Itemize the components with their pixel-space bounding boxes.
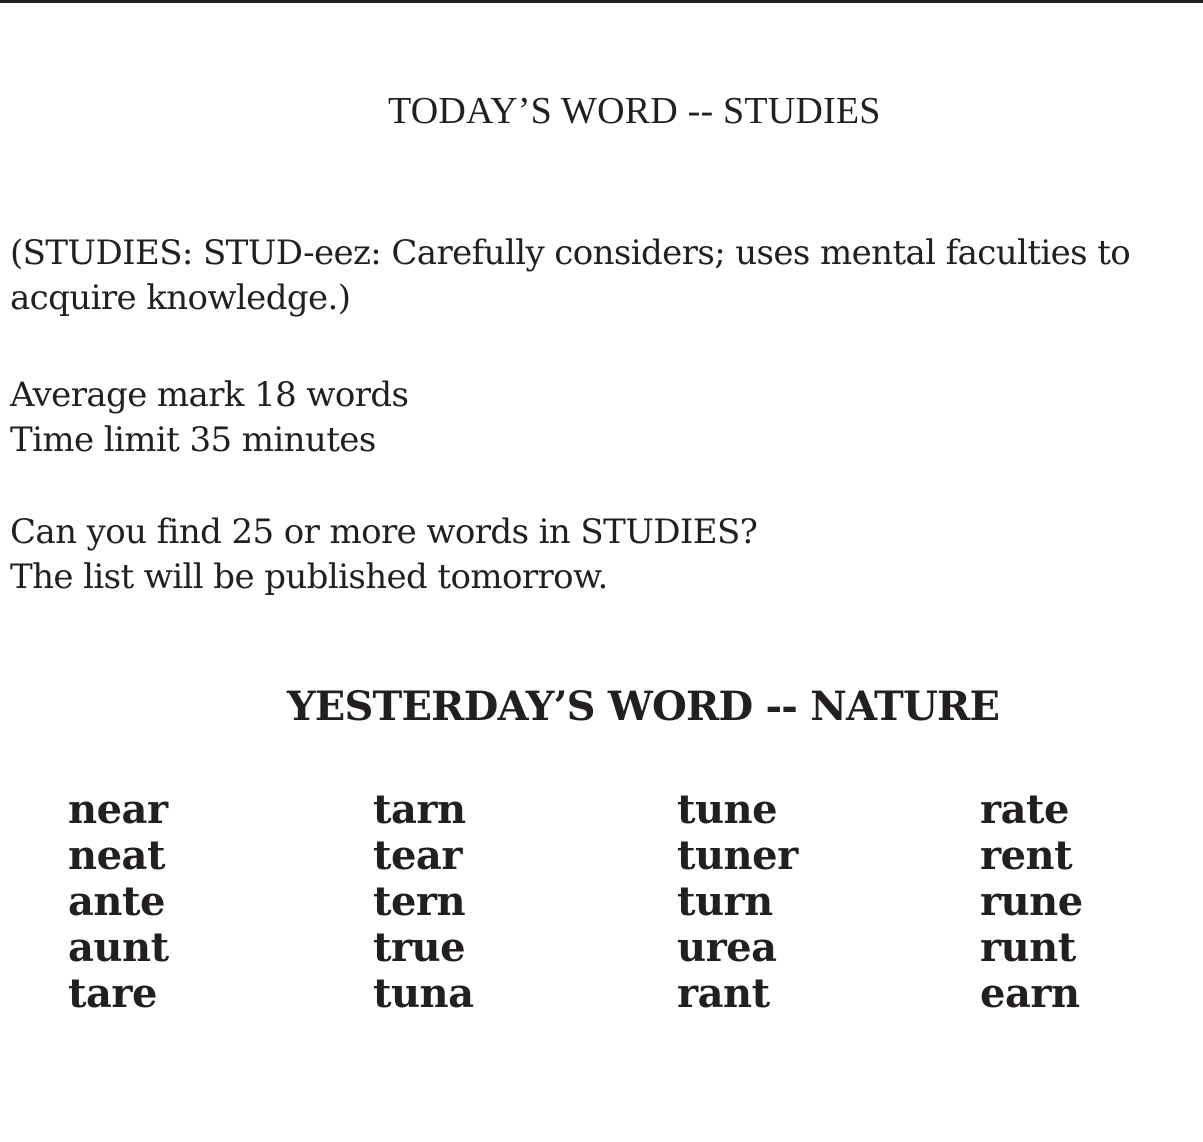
word-column-4 xyxy=(980,787,1180,1017)
puzzle-stats xyxy=(10,373,408,463)
word-item: earn xyxy=(980,970,1080,1017)
word-definition: (STUDIES: STUD-eez: Carefully considers; uses mental faculties to acquire knowledge.) xyxy=(10,233,1131,318)
today-word-title: TODAY’S WORD -- STUDIES xyxy=(388,90,881,132)
word-item: tuner xyxy=(677,832,798,879)
word-item: neat xyxy=(68,832,165,879)
word-item: near xyxy=(68,786,168,833)
word-item: aunt xyxy=(68,924,169,971)
word-item: tear xyxy=(373,832,462,879)
word-item: rune xyxy=(980,878,1083,925)
yesterday-word-title: YESTERDAY’S WORD -- NATURE xyxy=(287,683,1000,730)
word-item: ante xyxy=(68,878,165,925)
word-item: runt xyxy=(980,924,1076,971)
word-item: rate xyxy=(980,786,1069,833)
top-rule xyxy=(0,0,1203,3)
word-item: tuna xyxy=(373,970,474,1017)
time-limit: Time limit 35 minutes xyxy=(10,420,376,460)
word-column-3 xyxy=(677,787,980,1017)
word-item: rent xyxy=(980,832,1073,879)
word-item: tarn xyxy=(373,786,466,833)
word-item: turn xyxy=(677,878,773,925)
word-item: tern xyxy=(373,878,466,925)
word-item: true xyxy=(373,924,466,971)
yesterday-word-list xyxy=(68,787,1180,1017)
word-item: urea xyxy=(677,924,777,971)
word-column-2 xyxy=(373,787,677,1017)
word-item: rant xyxy=(677,970,770,1017)
word-item: tare xyxy=(68,970,157,1017)
average-mark: Average mark 18 words xyxy=(10,375,409,415)
challenge-question: Can you find 25 or more words in STUDIES? xyxy=(10,512,758,552)
challenge-text xyxy=(10,510,757,600)
word-item: tune xyxy=(677,786,778,833)
word-column-1 xyxy=(68,787,373,1017)
publish-note: The list will be published tomorrow. xyxy=(10,557,608,597)
